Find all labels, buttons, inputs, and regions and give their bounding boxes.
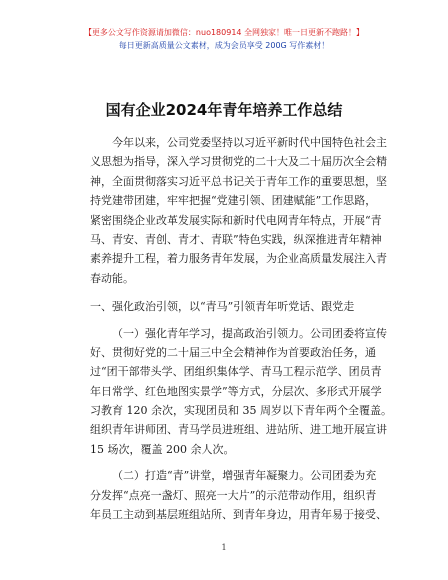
intro-line: 持党建带团建，牢牢把握“党建引领、团建赋能”工作思路， [90, 194, 377, 208]
section-heading [90, 297, 354, 316]
paragraph-line: 年员工主动到基层班组站所、到青年身边，用青年易于接受、 [90, 508, 387, 522]
intro-line: 神，全面贯彻落实习近平总书记关于青年工作的重要思想，坚 [90, 174, 387, 188]
promo-banner-line-1: 【更多公文写作资源请加微信：nuo180914 全网独家！唯一日更新不跑路！】 [83, 28, 365, 37]
paragraph-line: 年日常学、红色地图实景学”等方式，分层次、多形式开展学 [90, 384, 382, 398]
document-body [90, 133, 392, 524]
intro-paragraph [90, 133, 387, 288]
paragraph-line: 15 场次，覆盖 200 余人次。 [90, 442, 235, 456]
intro-line: 春动能。 [90, 271, 134, 285]
document-title: 国有企业2024年青年培养工作总结 [105, 101, 343, 119]
intro-line: 今年以来，公司党委坚持以习近平新时代中国特色社会主 [112, 136, 387, 149]
page-number: 1 [221, 543, 227, 552]
paragraph-line: 组织青年讲师团、青马学员进班组、进站所、进工地开展宣讲 [90, 423, 387, 437]
promo-banner-line-2: 每日更新高质量公文素材，成为会员享受 200G 写作素材！ [118, 41, 330, 50]
paragraph-line: 习教育 120 余次，实现团员和 35 周岁以下青年两个全覆盖。 [90, 404, 392, 418]
paragraph-line: （一）强化青年学习，提高政治引领力。公司团委将宣传 [112, 326, 387, 340]
section-1-paragraph-1 [90, 324, 392, 460]
section-1-paragraph-2 [90, 466, 387, 524]
section-1-heading: 一、强化政治引领，以“青马”引领青年听党话、跟党走 [90, 300, 355, 314]
intro-line: 马、青安、青创、青才、青联”特色实践，纵深推进青年精神 [90, 232, 382, 246]
intro-line: 义思想为指导，深入学习贯彻党的二十大及二十届历次全会精 [90, 155, 387, 169]
promo-banner [0, 0, 448, 50]
paragraph-line: 好、贯彻好党的二十届三中全会精神作为首要政治任务，通 [90, 345, 376, 359]
paragraph-line: 过“团干部带头学、团组织集体学、青马工程示范学、团员青 [90, 365, 382, 379]
intro-line: 紧密围绕企业改革发展实际和新时代电网青年特点，开展“青 [90, 213, 382, 227]
paragraph-line: （二）打造“青”讲堂，增强青年凝聚力。公司团委为充 [112, 469, 377, 483]
paragraph-line: 分发挥“点亮一盏灯、照亮一大片”的示范带动作用，组织青 [90, 488, 377, 502]
intro-line: 素养提升工程，着力服务青年发展，为企业高质量发展注入青 [90, 252, 387, 266]
